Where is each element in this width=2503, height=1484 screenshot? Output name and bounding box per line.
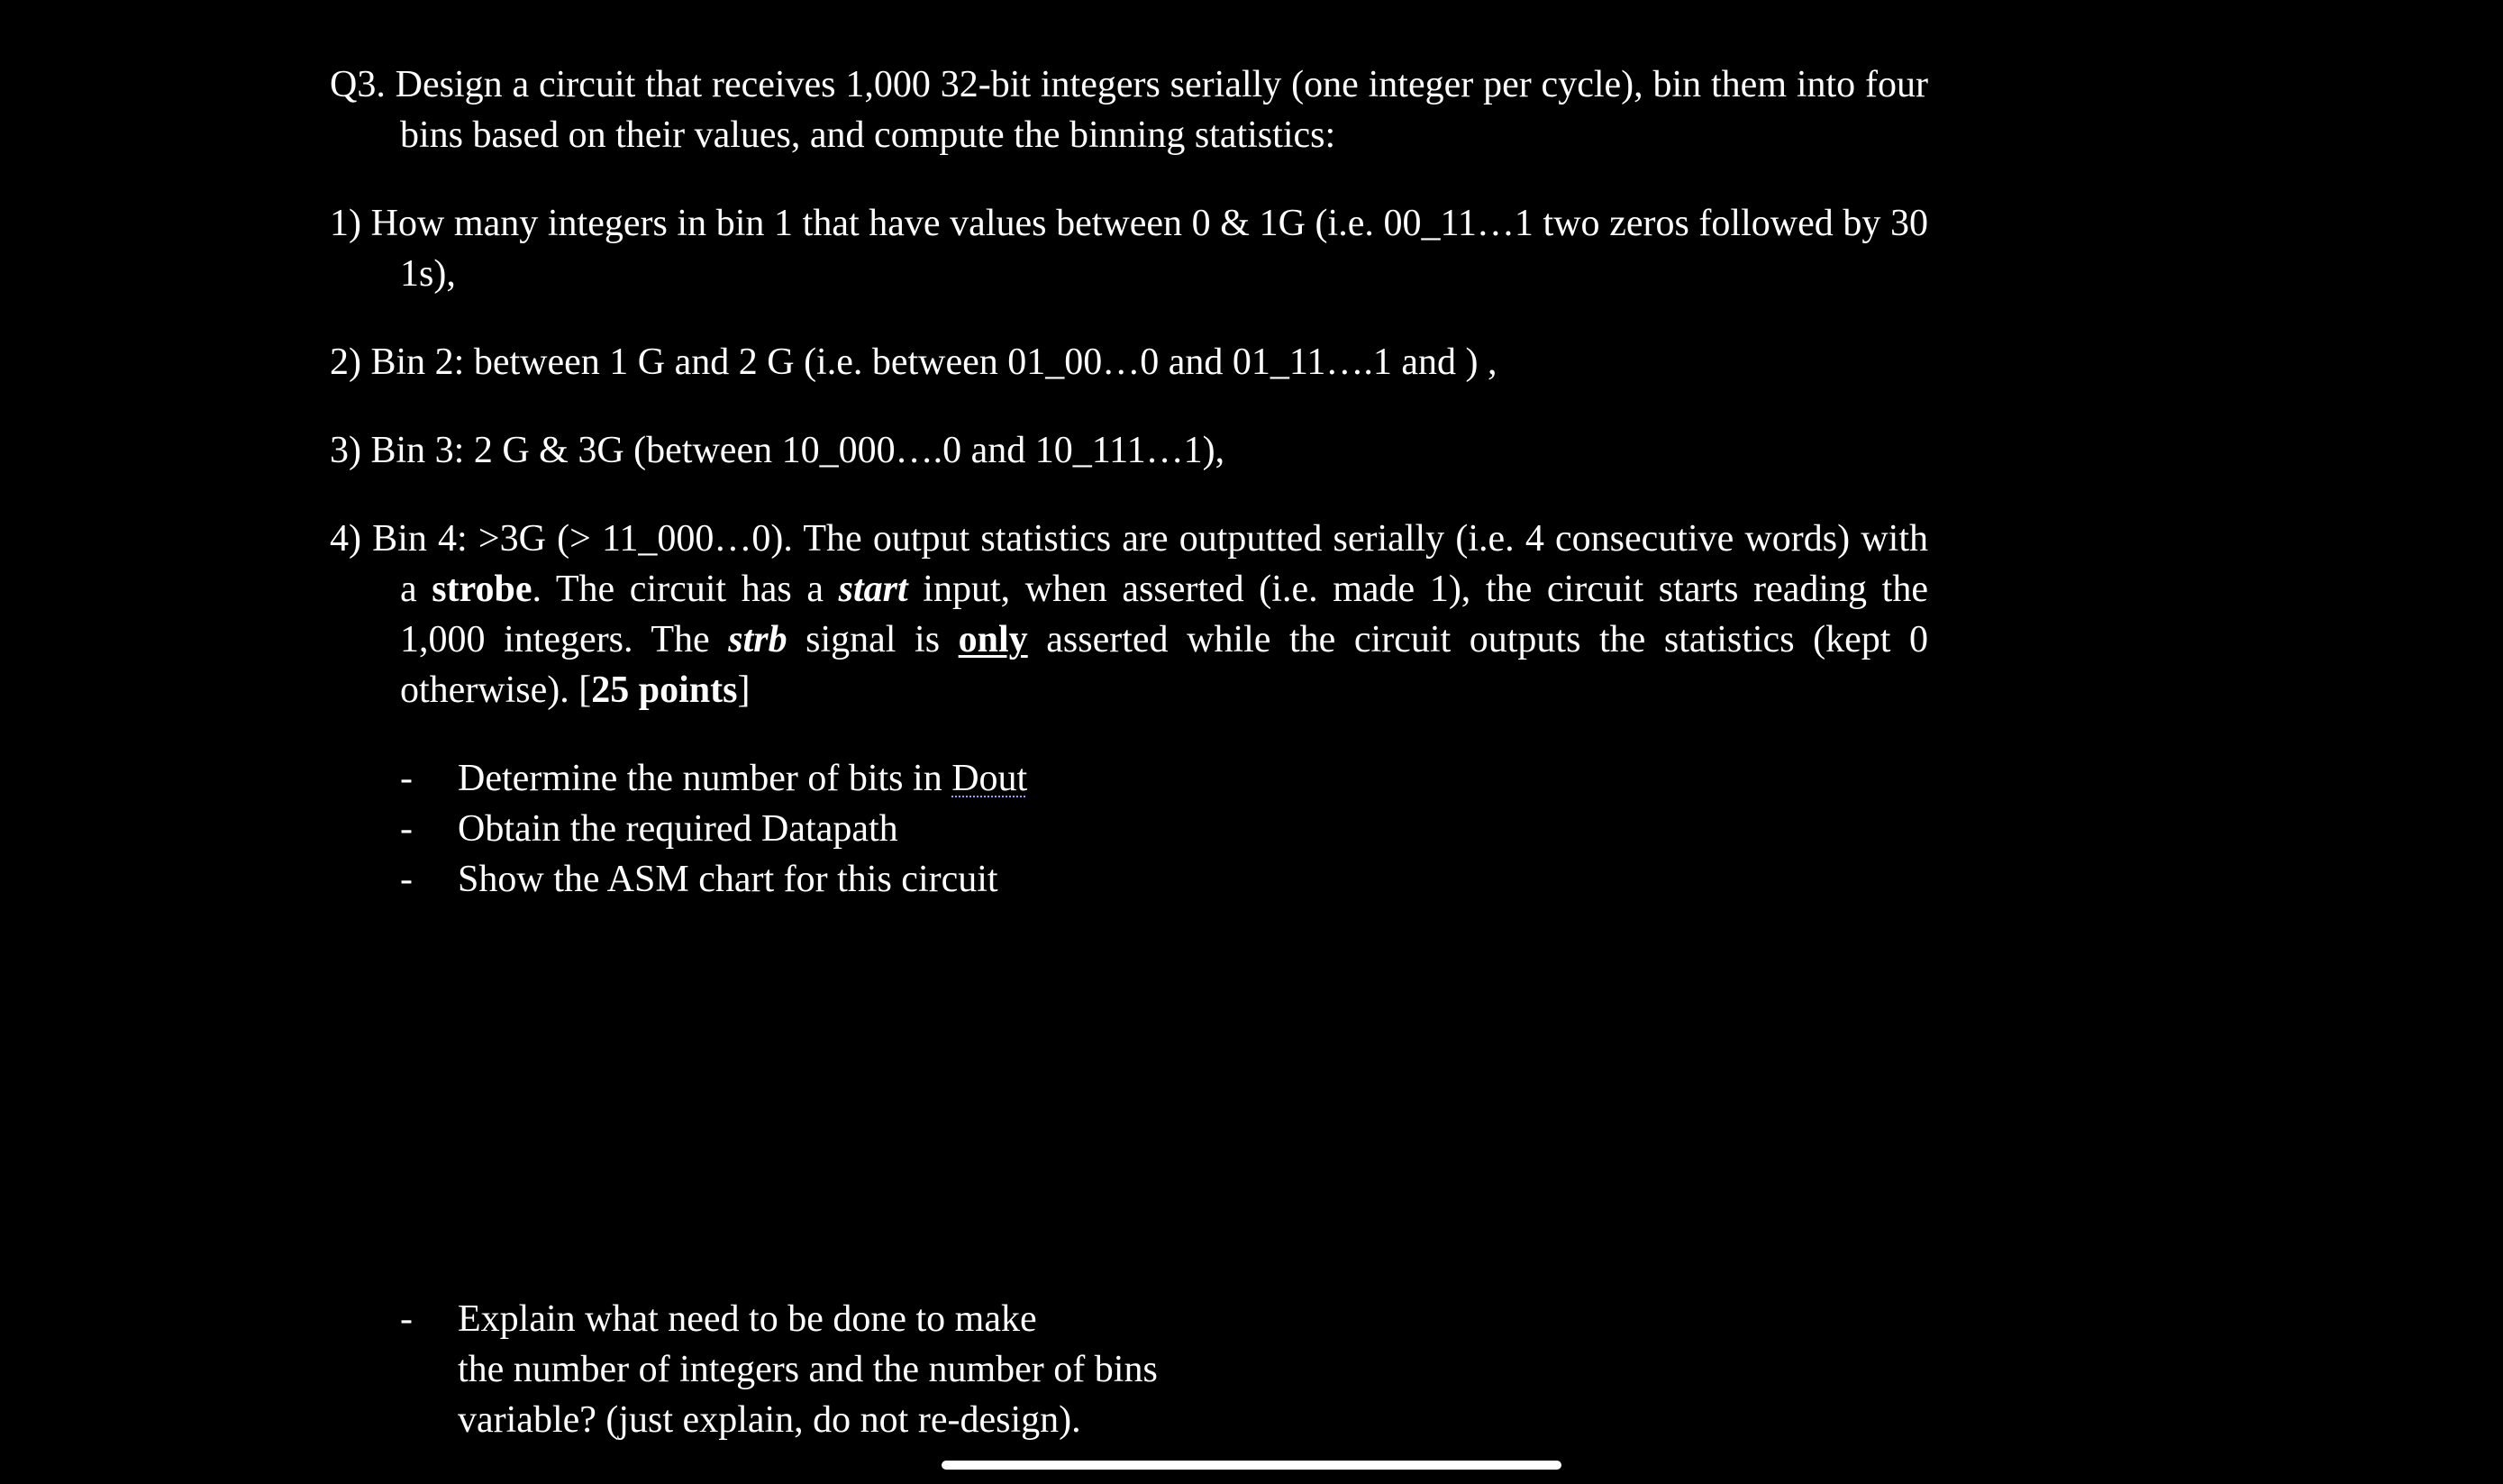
points-label: 25 points	[591, 669, 738, 711]
bin-4-text-c: input, when asserted (i.e. made 1), the circuit starts reading the 1,000 integers. The	[400, 569, 1928, 660]
bin-4-text-f: ]	[737, 669, 751, 711]
bin-1-item: 1) How many integers in bin 1 that have values between 0 & 1G (i.e. 00_11…1 two zeros followed by 30 1s),	[330, 203, 1928, 295]
home-indicator-bar[interactable]	[942, 1461, 1561, 1470]
task-item-datapath	[400, 804, 1928, 854]
task-text: Obtain the required Datapath	[458, 808, 898, 850]
bin-4-text-b: . The circuit has a	[532, 569, 839, 610]
task-list	[400, 753, 1928, 905]
dout-term: Dout	[951, 758, 1028, 799]
only-term: only	[958, 619, 1028, 660]
bin-3-item: 3) Bin 3: 2 G & 3G (between 10_000….0 and 10_111…1),	[330, 430, 1225, 471]
explain-line-1: Explain what need to be done to make	[458, 1298, 1037, 1340]
strobe-term: strobe	[432, 569, 532, 610]
task-item-explain	[400, 1294, 1301, 1445]
bullet-dash: -	[400, 1298, 413, 1340]
task-item-asm	[400, 854, 1928, 905]
final-task-list	[400, 1294, 1301, 1445]
bin-4-text-a: 4) Bin 4: >3G (> 11_000…0). The output statistics are outputted serially (i.e. 4 consecutive words) with a	[330, 518, 1928, 610]
bullet-dash: -	[400, 758, 413, 799]
bullet-dash: -	[400, 808, 413, 850]
bin-4-item	[330, 514, 1928, 715]
explain-line-2: the number of integers and the number of bins	[458, 1349, 1158, 1390]
question-intro: Q3. Design a circuit that receives 1,000 32-bit integers serially (one integer per cycle), bin them into four bins based on their values, and compute the binning statistics:	[330, 64, 1928, 156]
explain-line-3: variable? (just explain, do not re-design).	[458, 1399, 1081, 1441]
task-text: Show the ASM chart for this circuit	[458, 859, 998, 900]
bullet-dash: -	[400, 859, 413, 900]
question-document	[330, 59, 1928, 905]
task-text: Determine the number of bits in	[458, 758, 952, 799]
bin-2-item: 2) Bin 2: between 1 G and 2 G (i.e. between 01_00…0 and 01_11….1 and ) ,	[330, 341, 1497, 383]
bin-4-text-d: signal is	[787, 619, 959, 660]
bin-4-text-e: asserted while the circuit outputs the statistics (kept 0 otherwise). [	[400, 619, 1928, 711]
strb-term: strb	[728, 619, 787, 660]
task-item-dout	[400, 753, 1928, 804]
start-term: start	[838, 569, 908, 610]
